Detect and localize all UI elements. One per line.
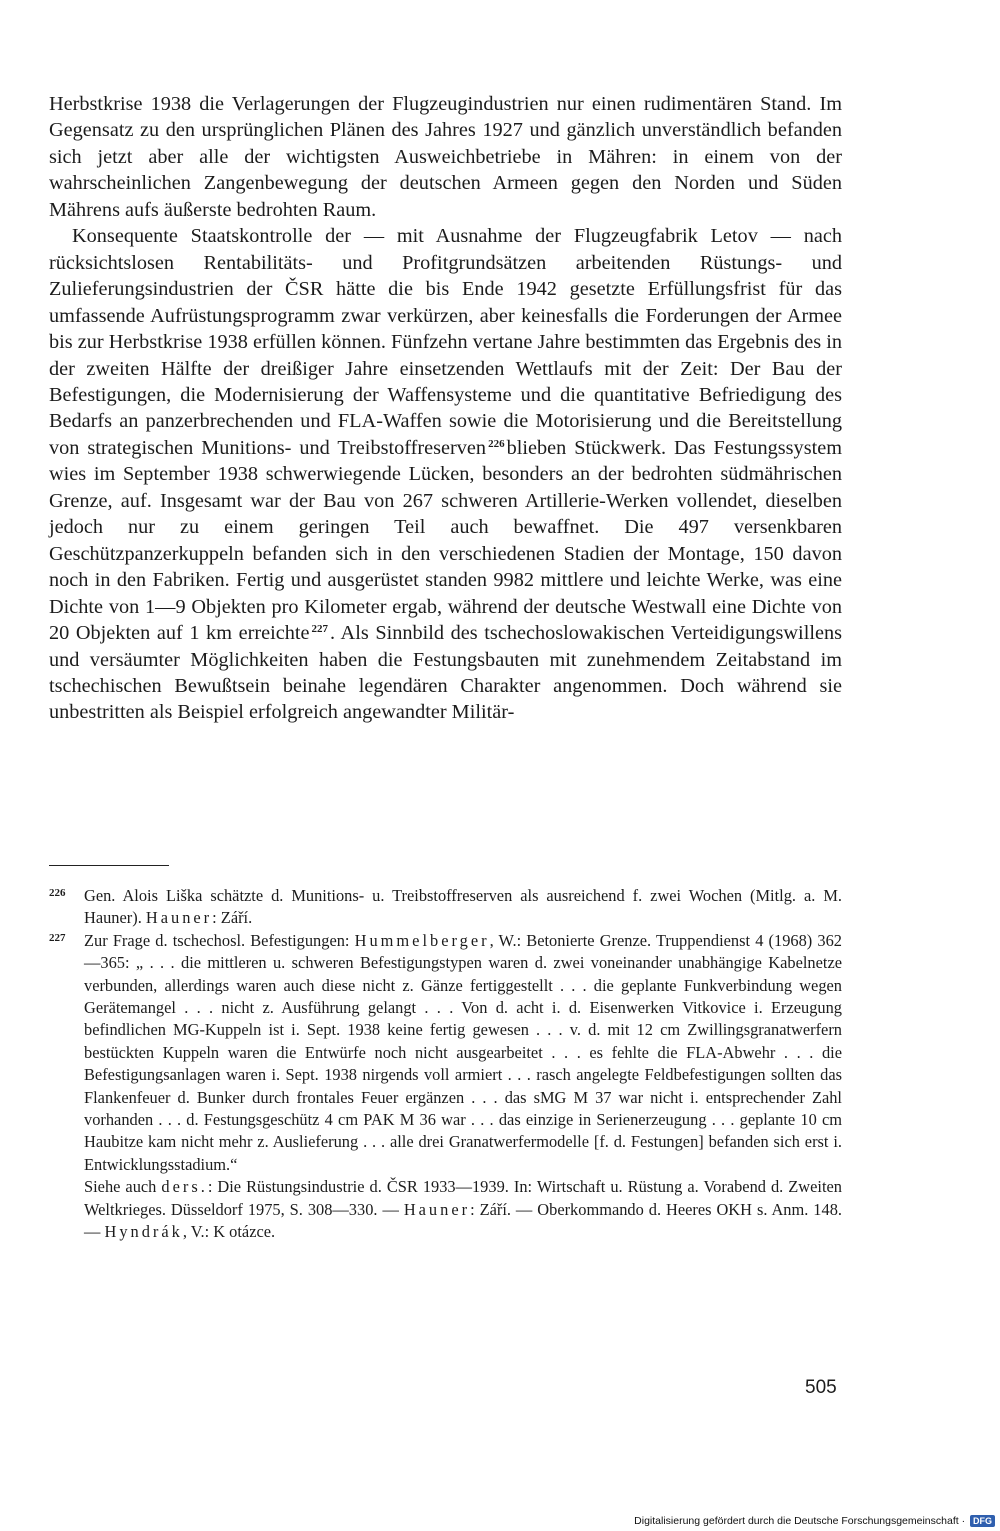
paragraph-2-part-3: . Als Sinnbild des tschechoslowakischen Verteidigungswillens und versäumter Möglichkeiten haben die Festungsbauten mit zunehmendem Zeitabstand im tschechischen Bewußtsein beinahe legendären Charakter angenommen. Doch während sie unbestritten als Beispiel erfolgreich angewandter Militär- — [49, 622, 842, 724]
paragraph-2-part-1: Konsequente Staatskontrolle der — mit Ausnahme der Flugzeugfabrik Letov — nach rücksichtslosen Rentabilitäts- und Profitgrundsätzen arbeitenden Rüstungs- und Zulieferungsindustrien der ČSR hätte die bis Ende 1942 gesetzte Erfüllungsfrist für das umfassende Aufrüstungsprogramm zwar verkürzen, aber keinesfalls die Forderungen der Armee bis zur Herbstkrise 1938 erfüllen können. Fünfzehn vertane Jahre bestimmten das Ergebnis des in der zweiten Hälfte der dreißiger Jahre einsetzenden Wettlaufs mit der Zeit: Der Bau der Befestigungen, die Modernisierung der Waffensysteme und die quantitative Befriedigung des Bedarfs an panzerbrechenden und FLA-Waffen sowie die Motorisierung und die Bereitstellung von strategischen Munitions- und Treibstoffreserven — [49, 225, 842, 459]
see-also-label: Siehe auch — [84, 1177, 157, 1197]
footnote-text — [84, 885, 842, 930]
footnote-ref-227[interactable]: 227 — [311, 623, 328, 636]
author-name: Hauner — [403, 1199, 471, 1219]
footnote-227-text: Zur Frage d. tschechosl. Befestigungen: — [84, 930, 350, 950]
author-name: Hauner — [145, 908, 213, 928]
paragraph-1: Herbstkrise 1938 die Verlagerungen der Flugzeugindustrien nur einen rudimentären Stand. Im Gegensatz zu den ursprünglichen Plänen des Jahres 1927 und gänzlich unverständlich befanden sich jetzt aber alle der wichtigsten Ausweichbetriebe in Mähren: in einem von der wahrscheinlichen Zangenbewegung der deutschen Armeen gegen den Norden und Süden Mährens aufs äußerste bedrohten Raum. — [49, 93, 842, 221]
footnote-number: 226 — [49, 887, 66, 899]
footnote-text — [84, 930, 842, 1176]
footnote-226-text: Gen. Alois Liška schätzte d. Munitions- u. Treibstoffreserven als ausreichend f. zwei Wochen (Mitlg. a. M. Hauner). — [84, 886, 842, 928]
footnote-227 — [49, 930, 842, 1244]
footnote-number: 227 — [49, 931, 66, 944]
footnote-226 — [49, 885, 842, 930]
see-also-ref-3: , V.: K otázce. — [182, 1222, 276, 1242]
footnote-separator — [49, 865, 169, 866]
footnote-see-also — [84, 1176, 842, 1243]
see-also-ref-2: : Září. — Oberkommando d. Heeres OKH s. Anm. 148. — — [84, 1199, 842, 1242]
footnote-ref-226[interactable]: 226 — [488, 437, 505, 450]
footnotes — [49, 885, 842, 1244]
page-number: 505 — [805, 1377, 837, 1398]
footnote-227-quote: , W.: Betonierte Grenze. Truppendienst 4 (1968) 362—365: „ . . . die mittleren u. schweren Befestigungstypen waren d. zwei voneinander unabhängige Kabelnetze verbunden, allerdings waren auch diese nicht z. Gänze fertiggestellt . . . die geplante Funkverbindung wegen Gerätemangel . . . nicht z. Ausführung gelangt . . . Von d. acht i. d. Eisenwerken Vitkovice i. Erzeugung befindlichen MG-Kuppeln ist i. Sept. 1938 keine fertig gewesen . . . v. d. mit 12 cm Zwillingsgranatwerfern bestückten Kuppeln waren die Entwürfe noch nicht ausgearbeitet . . . es fehlte die FLA-Abwehr . . . die Befestigungsanlagen waren i. Sept. 1938 nirgends voll armiert . . . rasch angelegte Feldbefestigungen sollten das Flankenfeuer d. Bunker durch frontales Feuer ergänzen . . . das sMG M 37 war nicht i. entsprechender Zahl vorhanden . . . d. Festungsgeschütz 4 cm PAK M 36 war . . . das einzige in Serienerzeugung . . . geplante 10 cm Haubitze kam nicht mehr z. Auslieferung . . . alle drei Granatwerfermodelle [f. d. Festungen] befanden sich erst i. Entwicklungsstadium.“ — [84, 930, 842, 1174]
funding-credit — [634, 1515, 995, 1527]
footnote-226-tail: : Září. — [212, 908, 253, 928]
paragraph-2 — [49, 223, 842, 726]
body-text — [49, 91, 842, 726]
paragraph-2-part-2: blieben Stückwerk. Das Festungssystem wies im September 1938 schwerwiegende Lücken, besonders an der bedrohten südmährischen Grenze, auf. Insgesamt war der Bau von 267 schweren Artillerie-Werken vollendet, dieselben jedoch nur zu einem geringen Teil auch bewaffnet. Die 497 versenkbaren Geschützpanzerkuppeln befanden sich in den verschiedenen Stadien der Montage, 150 davon noch in den Fabriken. Fertig und ausgerüstet standen 9982 mittlere und leichte Werke, was eine Dichte von 1—9 Objekten pro Kilometer ergab, während der deutsche Westwall eine Dichte von 20 Objekten auf 1 km erreichte — [49, 436, 842, 645]
author-name: Hummelberger — [354, 930, 490, 950]
author-name: Hyndrák — [104, 1222, 183, 1242]
credit-text: Digitalisierung gefördert durch die Deutsche Forschungsgemeinschaft · — [634, 1515, 966, 1527]
author-name: ders. — [161, 1177, 208, 1197]
see-also-ref-1: : Die Rüstungsindustrie d. ČSR 1933—1939. In: Wirtschaft u. Rüstung a. Vorabend d. Zweiten Weltkrieges. Düsseldorf 1975, S. 308—330. — — [84, 1177, 842, 1219]
dfg-logo: DFG — [970, 1515, 995, 1527]
